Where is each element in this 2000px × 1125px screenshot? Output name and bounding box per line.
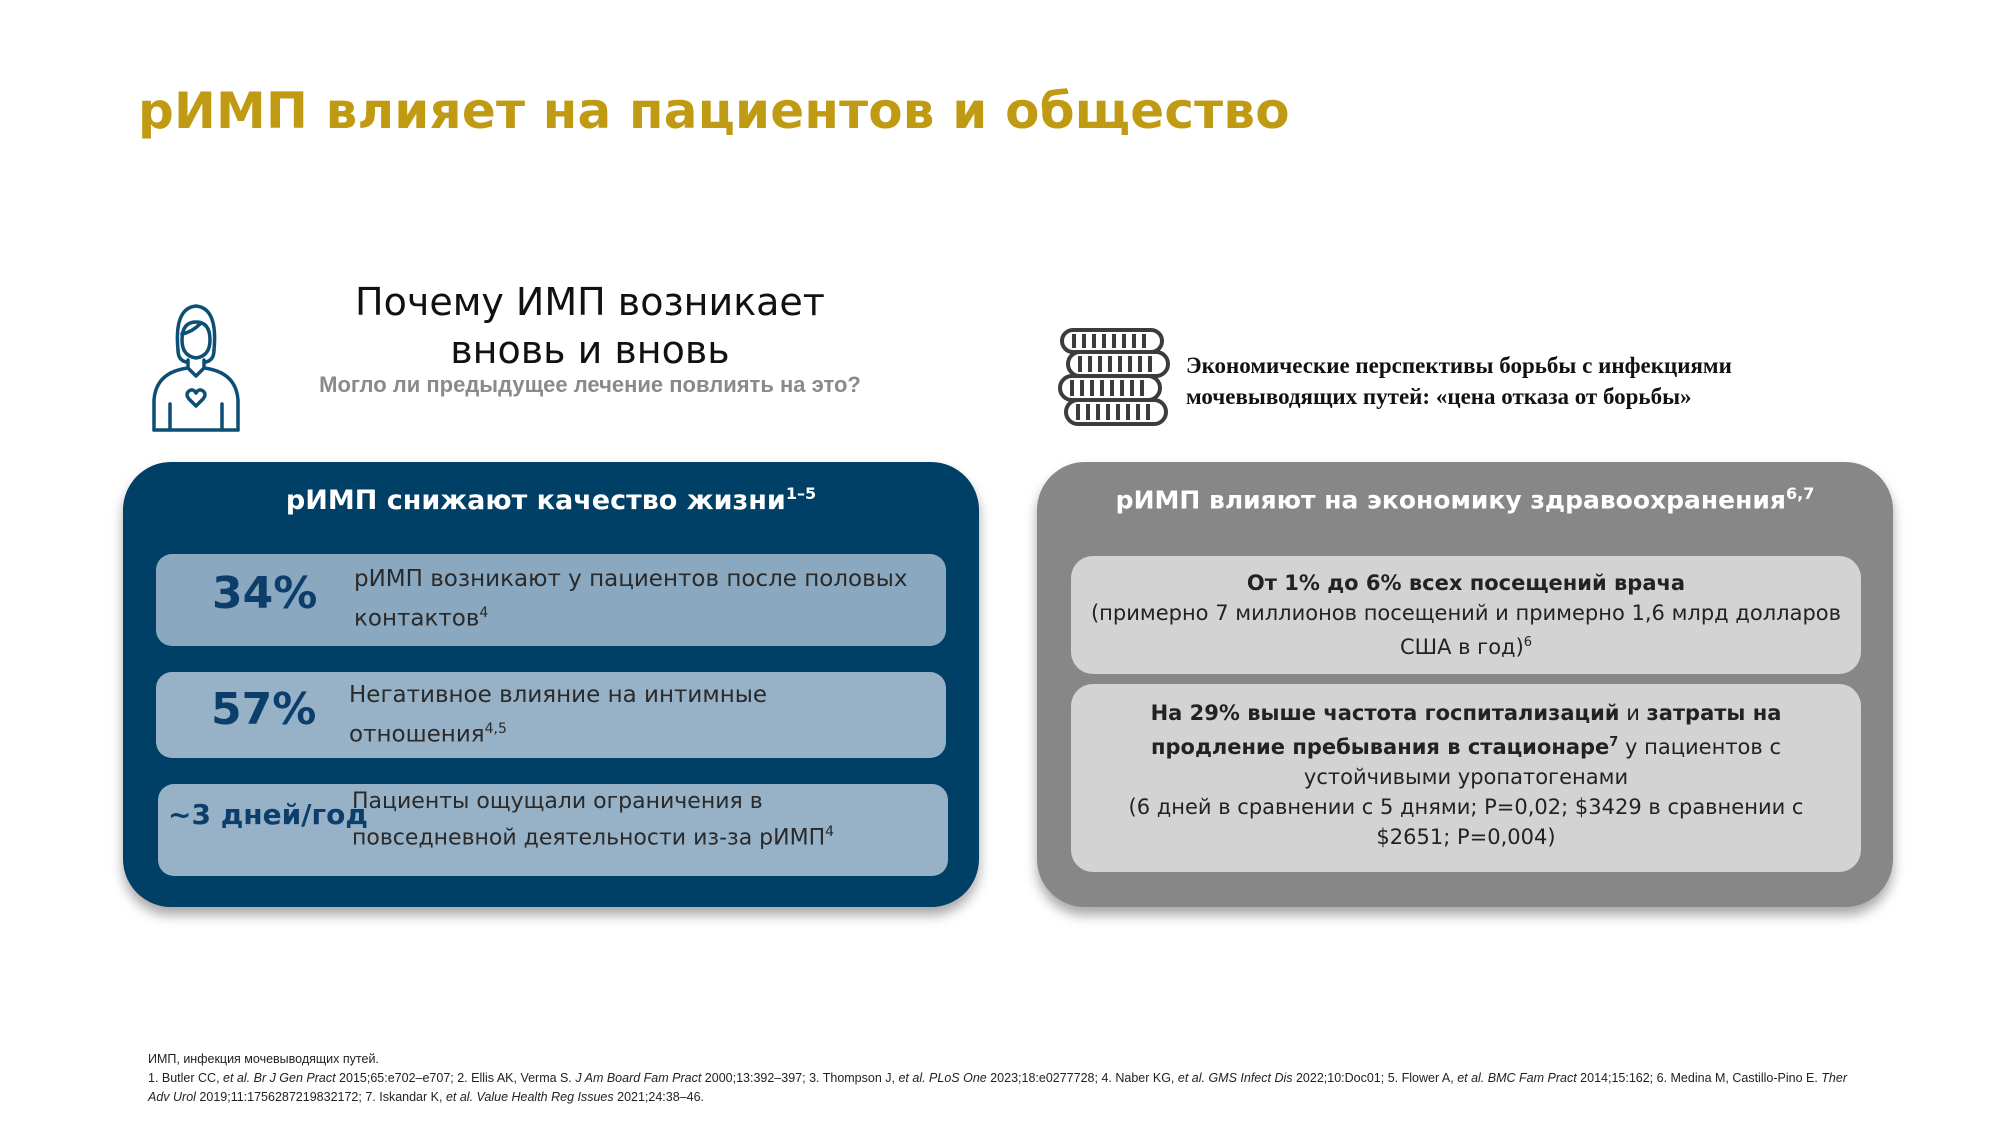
doctor-visits-box [1071,556,1861,674]
stat-card [156,554,946,646]
economy-panel-title: рИМП влияют на экономику здравоохранения$^{6,7}$ [1115,484,1815,515]
hospitalization-detail: (6 дней в сравнении с 5 днями; P=0,02; $3429 в сравнении с $2651; P=0,004) [1128,795,1804,849]
doctor-visits-detail: (примерно 7 миллионов посещений и примерно 1,6 млрд долларов США в год)$^6$ [1090,601,1842,659]
stat-text: рИМП возникают у пациентов после половых контактов$^4$ [354,566,908,632]
stat-text: Негативное влияние на интимные отношения$^{4,5}$ [349,682,768,748]
hospitalization-box [1071,684,1861,872]
abbreviation-note: ИМП, инфекция мочевыводящих путей. [148,1052,379,1066]
quality-of-life-panel [123,462,979,907]
slide-title: рИМП влияет на пациентов и общество [138,82,1290,140]
why-heading: Почему ИМП возникает вновь и вновь [355,280,825,372]
footnotes [148,1050,1868,1107]
why-subheading: Могло ли предыдущее лечение повлиять на это? [319,372,861,397]
economics-heading: Экономические перспективы борьбы с инфекциями мочевыводящих путей: «цена отказа от борьбы» [1186,353,1732,409]
stat-text: Пациенты ощущали ограничения в повседневной деятельности из-за рИМП$^4$ [352,789,835,851]
quality-panel-title: рИМП снижают качество жизни$^{1-5}$ [285,484,817,516]
references: 1. Butler CC, et al. Br J Gen Pract 2015;65:e702–e707; 2. Ellis AK, Verma S. J Am Board Fam Pract 2000;13:392–397; 3. Thompson J, et al. PLoS One 2023;18:e0277728; 4. Naber KG, et al. GMS Infect Dis 2022;10:Doc01; 5. Flower A, et al. BMC Fam Pract 2014;15:162; 6. Medina M, Castillo-Pino E. Ther Adv Urol 2019;11:1756287219832172; 7. Iskandar K, et al. Value Health Reg Issues 2021;24:38–46. [148,1071,1847,1104]
healthcare-economy-panel [1037,462,1893,907]
coin-stack-icon [1056,328,1174,432]
woman-patient-icon [148,296,244,432]
stat-value: 34% [212,568,318,619]
stat-value: 57% [211,684,317,735]
stat-value: ~3 дней/год [168,798,368,831]
hospitalization-text: На 29% выше частота госпитализаций и затраты на продление пребывания в стационаре$^7$ у пациентов с устойчивыми уропатогенами [1150,701,1782,789]
doctor-visits-headline: От 1% до 6% всех посещений врача [1246,571,1686,595]
stat-card [156,672,946,758]
stat-card [158,784,948,876]
